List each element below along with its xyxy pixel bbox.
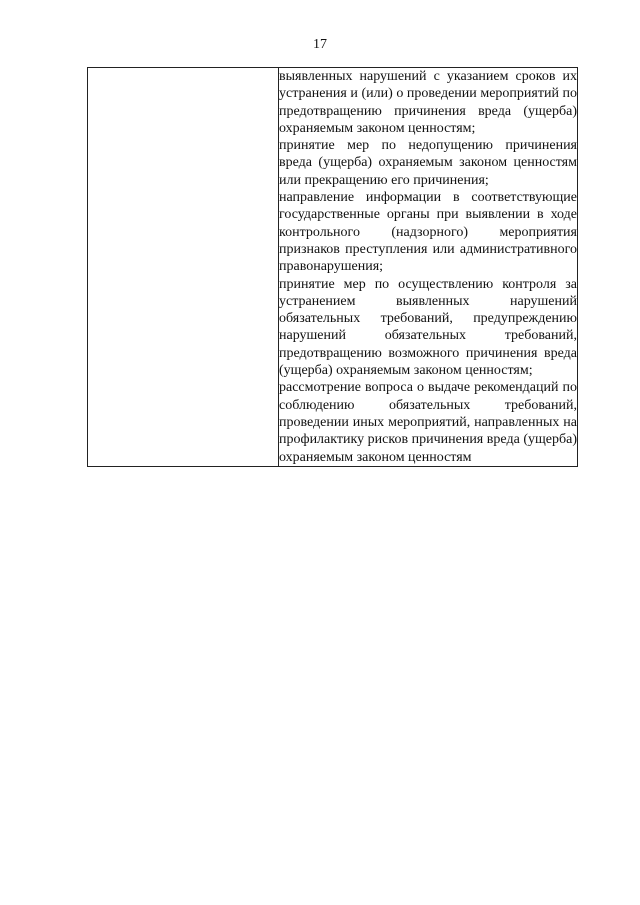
paragraph: принятие мер по недопущению причинения вреда (ущерба) охраняемым законом ценностям или прекращению его причинения; [279, 138, 577, 188]
paragraph: принятие мер по осуществлению контроля за устранением выявленных нарушений обязательных требований, предупреждению нарушений обязательных требований, предотвращению возможного причинения вреда (ущерба) охраняемым законом ценностям; [279, 276, 577, 379]
paragraph: выявленных нарушений с указанием сроков их устранения и (или) о проведении мероприятий по предотвращению причинения вреда (ущерба) охраняемым законом ценностям; [279, 69, 577, 136]
paragraph: направление информации в соответствующие государственные органы при выявлении в ходе контрольного (надзорного) мероприятия признаков преступления или административного правонарушения; [279, 190, 577, 275]
paragraph: рассмотрение вопроса о выдаче рекомендаций по соблюдению обязательных требований, проведении иных мероприятий, направленных на профилактику рисков причинения вреда (ущерба) охраняемым законом ценностям [279, 380, 577, 465]
table-cell-right [279, 68, 578, 467]
table-cell-left [88, 68, 279, 467]
document-table [87, 67, 578, 467]
table-row [88, 68, 578, 467]
page-number: 17 [313, 37, 327, 52]
